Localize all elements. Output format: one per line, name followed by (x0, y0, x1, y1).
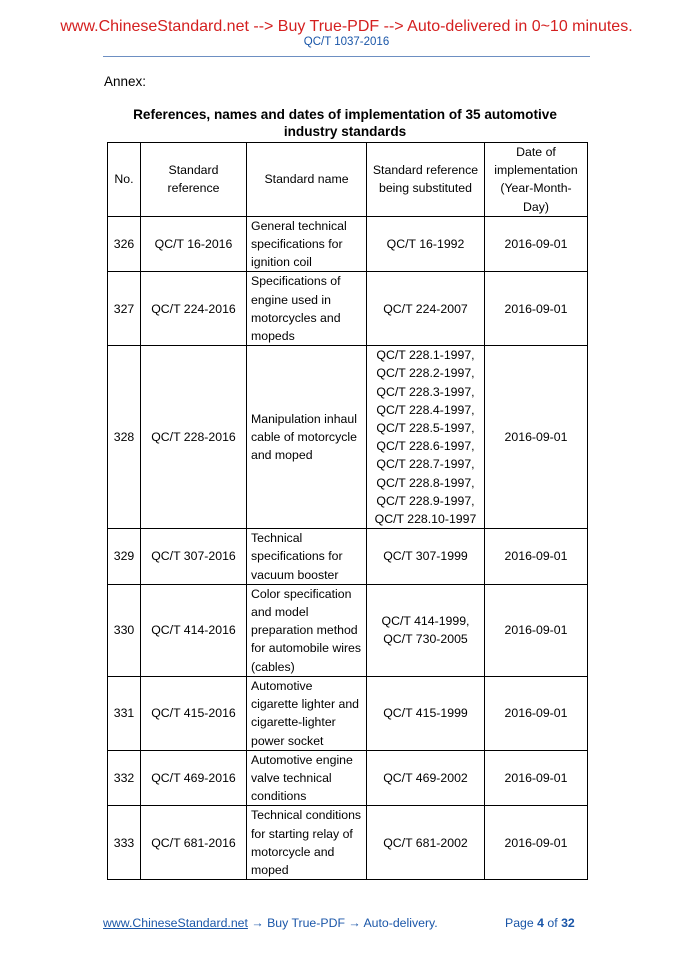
document-id: QC/T 1037-2016 (303, 36, 390, 48)
page-current: 4 (537, 916, 544, 930)
row-implementation-date: 2016-09-01 (485, 216, 588, 272)
row-standard-name: General technical specifications for ignition coil (247, 216, 367, 272)
row-no: 326 (108, 216, 141, 272)
page-total: 32 (561, 916, 575, 930)
row-substituted-reference: QC/T 16-1992 (367, 216, 485, 272)
row-substituted-reference: QC/T 414-1999, QC/T 730-2005 (367, 584, 485, 676)
promo-banner[interactable]: www.ChineseStandard.net --> Buy True-PDF --> Auto-delivered in 0~10 minutes. (60, 18, 633, 35)
row-standard-reference: QC/T 307-2016 (141, 529, 247, 585)
row-standard-reference: QC/T 16-2016 (141, 216, 247, 272)
row-no: 331 (108, 676, 141, 750)
table-header-row (108, 143, 588, 217)
row-no: 333 (108, 806, 141, 880)
header-standard-name: Standard name (247, 143, 367, 217)
row-implementation-date: 2016-09-01 (485, 584, 588, 676)
row-standard-name: Manipulation inhaul cable of motorcycle and moped (247, 346, 367, 529)
row-standard-name: Specifications of engine used in motorcycles and mopeds (247, 272, 367, 346)
page-word: Page (505, 916, 534, 930)
row-standard-reference: QC/T 469-2016 (141, 750, 247, 806)
header-no: No. (108, 143, 141, 217)
row-substituted-reference: QC/T 307-1999 (367, 529, 485, 585)
row-no: 332 (108, 750, 141, 806)
row-substituted-reference: QC/T 224-2007 (367, 272, 485, 346)
row-standard-name: Technical specifications for vacuum booster (247, 529, 367, 585)
row-substituted-reference: QC/T 228.1-1997, QC/T 228.2-1997, QC/T 228.3-1997, QC/T 228.4-1997, QC/T 228.5-1997, QC/T 228.6-1997, QC/T 228.7-1997, QC/T 228.8-1997, QC/T 228.9-1997, QC/T 228.10-1997 (367, 346, 485, 529)
row-standard-name: Color specification and model preparation method for automobile wires (cables) (247, 584, 367, 676)
table-row (108, 750, 588, 806)
row-standard-reference: QC/T 224-2016 (141, 272, 247, 346)
table-title: References, names and dates of implementation of 35 automotive industry standards (133, 107, 557, 139)
header-substituted-reference: Standard reference being substituted (367, 143, 485, 217)
footer-links (103, 915, 438, 931)
table-row (108, 346, 588, 529)
row-standard-reference: QC/T 415-2016 (141, 676, 247, 750)
row-no: 328 (108, 346, 141, 529)
arrow-icon: → (251, 916, 264, 930)
table-row (108, 529, 588, 585)
row-implementation-date: 2016-09-01 (485, 750, 588, 806)
row-substituted-reference: QC/T 415-1999 (367, 676, 485, 750)
annex-label: Annex: (104, 74, 147, 89)
header-implementation-date: Date of implementation (Year-Month-Day) (485, 143, 588, 217)
row-standard-reference: QC/T 414-2016 (141, 584, 247, 676)
footer-buy-link[interactable]: Buy True-PDF (267, 916, 345, 930)
row-implementation-date: 2016-09-01 (485, 346, 588, 529)
row-no: 330 (108, 584, 141, 676)
row-implementation-date: 2016-09-01 (485, 529, 588, 585)
row-substituted-reference: QC/T 469-2002 (367, 750, 485, 806)
footer-site-link[interactable]: www.ChineseStandard.net (103, 916, 248, 930)
footer-delivery-text: Auto-delivery. (363, 916, 438, 930)
page-indicator (505, 915, 575, 931)
header-divider (103, 56, 590, 57)
row-substituted-reference: QC/T 681-2002 (367, 806, 485, 880)
row-no: 329 (108, 529, 141, 585)
page-of: of (547, 916, 558, 930)
row-standard-reference: QC/T 681-2016 (141, 806, 247, 880)
table-row (108, 216, 588, 272)
row-standard-name: Automotive cigarette lighter and cigarette-lighter power socket (247, 676, 367, 750)
row-no: 327 (108, 272, 141, 346)
row-implementation-date: 2016-09-01 (485, 272, 588, 346)
table-row (108, 676, 588, 750)
header-standard-reference: Standard reference (141, 143, 247, 217)
table-row (108, 806, 588, 880)
row-standard-reference: QC/T 228-2016 (141, 346, 247, 529)
row-standard-name: Technical conditions for starting relay of motorcycle and moped (247, 806, 367, 880)
row-implementation-date: 2016-09-01 (485, 676, 588, 750)
standards-table (107, 142, 588, 880)
row-standard-name: Automotive engine valve technical conditions (247, 750, 367, 806)
arrow-icon: → (348, 916, 361, 930)
table-row (108, 584, 588, 676)
row-implementation-date: 2016-09-01 (485, 806, 588, 880)
table-row (108, 272, 588, 346)
